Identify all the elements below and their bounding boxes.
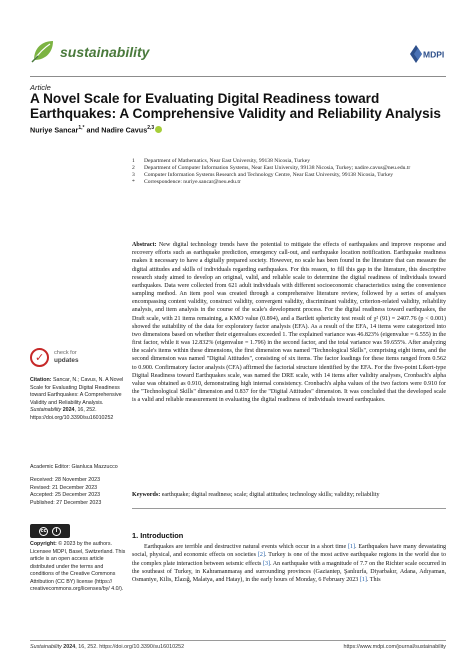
author-name[interactable]: Nadire Cavus <box>101 125 148 135</box>
affiliation-item: * Correspondence: nuriye.sancar@neu.edu.tr <box>132 179 241 186</box>
date-revised: Revised: 21 December 2023 <box>30 484 98 491</box>
footer-citation: Sustainability 2024, 16, 252. https://doi.org/10.3390/su16010252 <box>30 644 185 650</box>
footer-divider <box>30 640 446 641</box>
reference-link[interactable]: [1] <box>347 544 356 550</box>
abstract <box>132 241 446 404</box>
date-published: Published: 27 December 2023 <box>30 499 102 506</box>
author-superscript: 2,3 <box>147 125 155 131</box>
keywords-divider <box>132 508 446 509</box>
leaf-logo-icon <box>30 38 56 64</box>
affiliation-item: 1 Department of Mathematics, Near East University, 99138 Nicosia, Turkey <box>132 158 311 164</box>
author-list <box>30 125 162 134</box>
abstract-text: New digital technology trends have the potential to mitigate the effects of earthquakes and improve response and recovery efforts such as earthquake prediction, emergency call-out, and earthquake location notification. Earthquake readiness makes it necessary to have a digitally prepared society. However, no scale has been found in the literature that can measure the digital attitudes and skills of individuals regarding earthquakes. For this reason, to fill this gap in the literature, this descriptive research study aimed to develop an original, valid, and reliable scale to determine the digital readiness of individuals toward earthquakes. Data were collected from 621 adult individuals with different socioeconomic characteristics using the convenience sampling method. An item pool was created through a comprehensive literature review, followed by a series of analyses encompassing content validity, construct validity, convergent validity, discriminant validity, criterion-related validity, reliability analysis, and item analysis in the course of the scale's development process. For the digital readiness toward earthquakes, the Draft scale, with 21 items remaining, a KMO value (0.894), and a Bartlett sphericity test result of χ² (91) = 2407.76 (p < 0.001) showed the suitability of the data for exploratory factor analysis (EFA). As a result of the EFA, 14 items were categorized into two dimensions based on whether their eigenvalues exceeded 1. The explained variance was 46.823% (eigenvalue = 6.555) in the first factor, while it was 12.832% (eigenvalue = 1.796) in the second factor, and the total variance was 59.655%. After analyzing the scale's items within these dimensions, the first dimension was named "Technological Skills", comprising eight items, and the second dimension was named "Digital Attitudes", consisting of six items. The factor loadings for these items ranged from 0.562 to 0.900. Confirmatory factor analysis (CFA) affirmed the factorial structure identified by the EFA. For the five-point Likert-type Digital Readiness toward Earthquakes scale, was named the DRE scale, with 14 items after validity analyses, Cronbach's alpha value was obtained as 0.910, demonstrating high internal consistency. Cronbach's alpha values of the two factors were 0.910 for the "Technological Skills" dimension and 0.837 for the "Digital Attitudes" dimension. It was concluded that the developed scale is a valid and reliable measurement in evaluating the digital readiness of individuals toward earthquakes. <box>132 242 446 404</box>
reference-link[interactable]: [1] <box>359 577 367 583</box>
reference-link[interactable]: [3] <box>262 560 271 567</box>
article-type: Article <box>30 83 51 92</box>
copyright-block: Copyright: © 2023 by the authors. Licensee MDPI, Basel, Switzerland. This article is an open access article distributed under the terms and conditions of the Creative Commons Attribution (CC BY) license (https:// creativecommons.org/licenses/by/ 4.0/). <box>30 541 126 592</box>
citation-block: Citation: Sancar, N.; Cavus, N. A Novel Scale for Evaluating Digital Readiness toward Earthquakes: A Comprehensive Validity and Reliability Analysis. Sustainability 2024, 16, 252. https://doi.org/10.3390/su16010252 <box>30 377 124 421</box>
authors-and: and <box>86 125 100 135</box>
cc-by-license-icon[interactable]: cc i <box>30 524 70 538</box>
article-title: A Novel Scale for Evaluating Digital Readiness toward Earthquakes: A Comprehensive Validity and Reliability Analysis <box>30 91 441 121</box>
keywords-text: earthquake; digital readiness; scale; digital attitudes; technology skills; validity; reliability <box>161 492 380 498</box>
author-name[interactable]: Nuriye Sancar <box>30 125 79 135</box>
date-accepted: Accepted: 25 December 2023 <box>30 492 101 498</box>
affiliation-item: 3 Computer Information Systems Research and Technology Centre, Near East University, 99138 Nicosia, Turkey <box>132 172 394 179</box>
affiliation-item: 2 Department of Computer Information Systems, Near East University, 99138 Nicosia, Turkey; nadire.cavus@neu.edu.tr <box>132 165 411 172</box>
abstract-label: Abstract: <box>132 242 157 248</box>
keywords <box>132 491 446 499</box>
reference-link[interactable]: [2] <box>257 552 265 559</box>
publication-dates <box>30 477 126 507</box>
check-for-updates-button[interactable]: ✓ check for updates <box>30 347 100 369</box>
orcid-icon[interactable] <box>155 126 162 133</box>
footer-journal-link[interactable]: https://www.mdpi.com/journal/sustainability <box>343 644 446 650</box>
academic-editor: Academic Editor: Gianluca Mazzucco <box>30 464 118 470</box>
affiliations <box>132 158 452 186</box>
check-updates-icon: ✓ <box>30 348 49 367</box>
journal-header <box>0 0 474 80</box>
svg-text:MDPI: MDPI <box>423 49 445 60</box>
mdpi-logo[interactable] <box>406 43 446 65</box>
header-divider <box>30 76 446 77</box>
intro-paragraph: Earthquakes are terrible and destructive natural events which occur in a short time [1]. Earthquakes have many devastating social, physical, and economic effects on societies [2]. Turkey is one of the most active earthquake regions in the world due to the complex plate interaction between seismic effects [3]. An earthquake with a magnitude of 7.7 on the Richter scale occurred in the southeast of Turkey, in Kahramanmaraş and surrounding provinces (Gaziantep, Şanlıurfa, Diyarbakır, Adana, Adıyaman, Osmaniye, Kilis, Elazığ, Malatya, and Hatay), in the early hours of Monday, 6 February 2023 [1]. This <box>132 544 447 583</box>
keywords-label: Keywords: <box>132 492 161 498</box>
date-received: Received: 28 November 2023 <box>30 477 101 483</box>
journal-name[interactable]: sustainability <box>60 44 150 60</box>
author-superscript: 1,* <box>78 125 85 131</box>
section-heading: 1. Introduction <box>132 531 184 540</box>
